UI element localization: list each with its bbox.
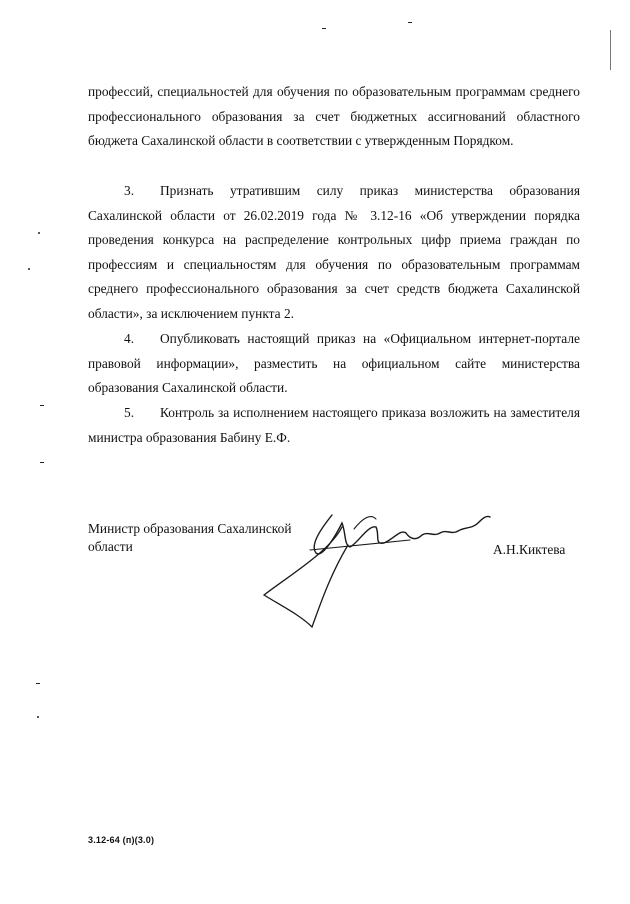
item-5-text: Контроль за исполнением настоящего приказа возложить на заместителя министра образования Бабину Е.Ф. <box>88 405 580 445</box>
scan-speck <box>28 268 30 270</box>
signatory-name: А.Н.Киктева <box>493 542 566 557</box>
signatory-title: Министр образования Сахалинской области <box>88 521 292 554</box>
scan-speck <box>38 232 40 234</box>
scan-speck <box>408 22 412 23</box>
scan-edge-line <box>610 30 611 70</box>
scan-speck <box>40 405 44 406</box>
item-4-text: Опубликовать настоящий приказ на «Официальном интернет-портале правовой информации», разместить на официальном сайте министерства образования Сахалинской области. <box>88 331 580 395</box>
item-5-number: 5. <box>124 405 135 420</box>
scan-speck <box>322 28 326 29</box>
handwritten-signature <box>250 505 500 635</box>
scan-speck <box>37 716 39 718</box>
item-4 <box>88 327 580 401</box>
item-3 <box>88 179 580 326</box>
item-3-number: 3. <box>124 183 135 198</box>
scan-speck <box>40 462 44 463</box>
item-4-number: 4. <box>124 331 135 346</box>
document-code: 3.12-64 (п)(3.0) <box>88 835 155 845</box>
item-3-text: Признать утратившим силу приказ министерства образования Сахалинской области от 26.02.2019 года № 3.12-16 «Об утверждении порядка проведения конкурса на распределение контрольных цифр приема граждан по профессиям и специальностям для обучения по образовательным программам среднего профессионального образования за счет средств бюджета Сахалинской области», за исключением пункта 2. <box>88 183 580 321</box>
continuation-paragraph: профессий, специальностей для обучения по образовательным программам среднего профессионального образования за счет бюджетных ассигнований областного бюджета Сахалинской области в соответствии с утвержденным Порядком. <box>88 84 580 148</box>
item-5 <box>88 401 580 450</box>
scan-speck <box>36 683 40 684</box>
